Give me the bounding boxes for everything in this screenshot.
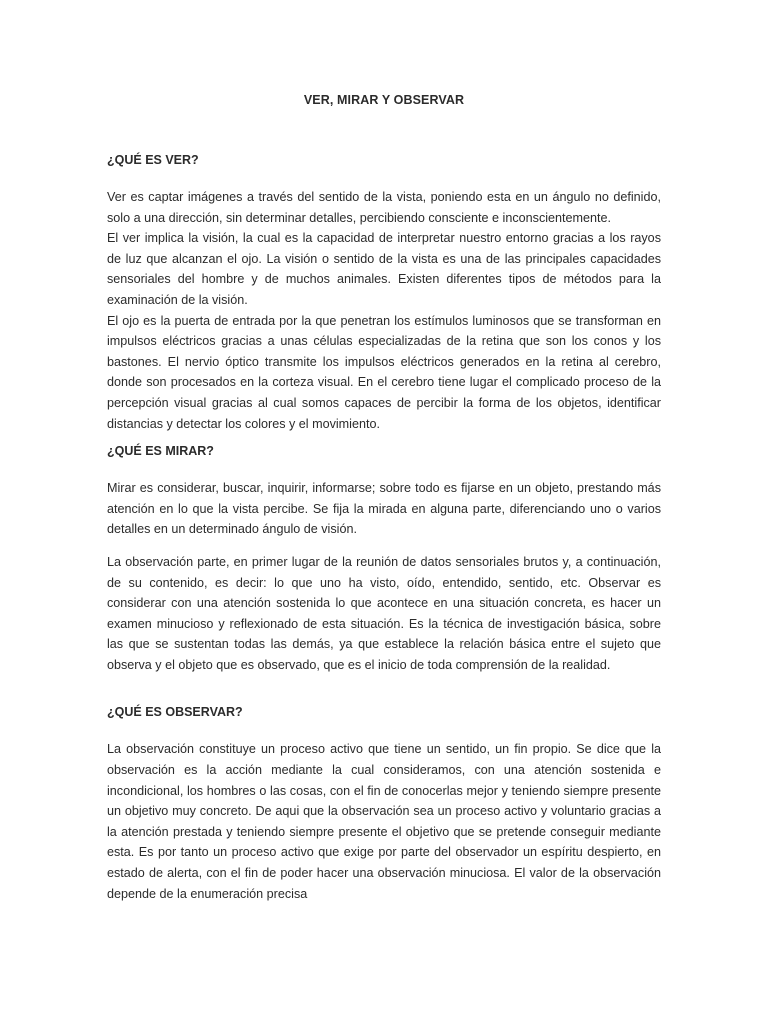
- document-title: VER, MIRAR Y OBSERVAR: [303, 93, 465, 107]
- section-heading-observar: ¿QUÉ ES OBSERVAR?: [107, 705, 243, 720]
- paragraph: Ver es captar imágenes a través del sentido de la vista, poniendo esta en un ángulo no definido, solo a una dirección, sin determinar detalles, percibiendo consciente e inconscientemente.: [107, 190, 661, 225]
- paragraph: La observación constituye un proceso activo que tiene un sentido, un fin propio. Se dice que la observación es la acción mediante la cual consideramos, con una atención sostenida e incondicional, los hombres o las cosas, con el fin de conocerlas mejor y teniendo siempre presente un objetivo muy concreto. De aqui que la observación sea un proceso activo y voluntario gracias a la atención prestada y teniendo siempre presente el objetivo que se pretende conseguir mediante esta. Es por tanto un proceso activo que exige por parte del observador un espíritu despierto, en estado de alerta, con el fin de poder hacer una observación minuciosa. El valor de la observación depende de la enumeración precisa: [107, 742, 661, 901]
- section-heading-ver: ¿QUÉ ES VER?: [107, 153, 199, 167]
- paragraph: El ojo es la puerta de entrada por la que penetran los estímulos luminosos que se transforman en impulsos eléctricos gracias a unas células especializadas de la retina que son los conos y los bastones. El nervio óptico transmite los impulsos eléctricos generados en la retina al cerebro, donde son procesados en la corteza visual. En el cerebro tiene lugar el complicado proceso de la percepción visual gracias al cual somos capaces de percibir la forma de los objetos, identificar distancias y detectar los colores y el movimiento.: [107, 313, 661, 431]
- paragraph: Mirar es considerar, buscar, inquirir, informarse; sobre todo es fijarse en un objeto, prestando más atención en lo que la vista percibe. Se fija la mirada en alguna parte, diferenciando uno o varios detalles en un determinado ángulo de visión.: [107, 481, 661, 537]
- section-heading-mirar: ¿QUÉ ES MIRAR?: [107, 444, 214, 459]
- paragraph: La observación parte, en primer lugar de la reunión de datos sensoriales brutos y, a continuación, de su contenido, es decir: lo que uno ha visto, oído, entendido, sentido, etc. Observar es considerar con una atención sostenida lo que acontece en una situación concreta, es hacer un examen minucioso y reflexionado de esta situación. Es la técnica de investigación básica, sobre las que se sustentan todas las demás, ya que establece la relación básica entre el sujeto que observa y el objeto que es observado, que es el inicio de toda comprensión de la realidad.: [107, 554, 661, 672]
- document-body: [107, 93, 661, 904]
- paragraph: El ver implica la visión, la cual es la capacidad de interpretar nuestro entorno gracias a los rayos de luz que alcanzan el ojo. La visión o sentido de la vista es una de las principales capacidades sensoriales del hombre y de muchos animales. Existen diferentes tipos de métodos para la examinación de la visión.: [107, 231, 661, 307]
